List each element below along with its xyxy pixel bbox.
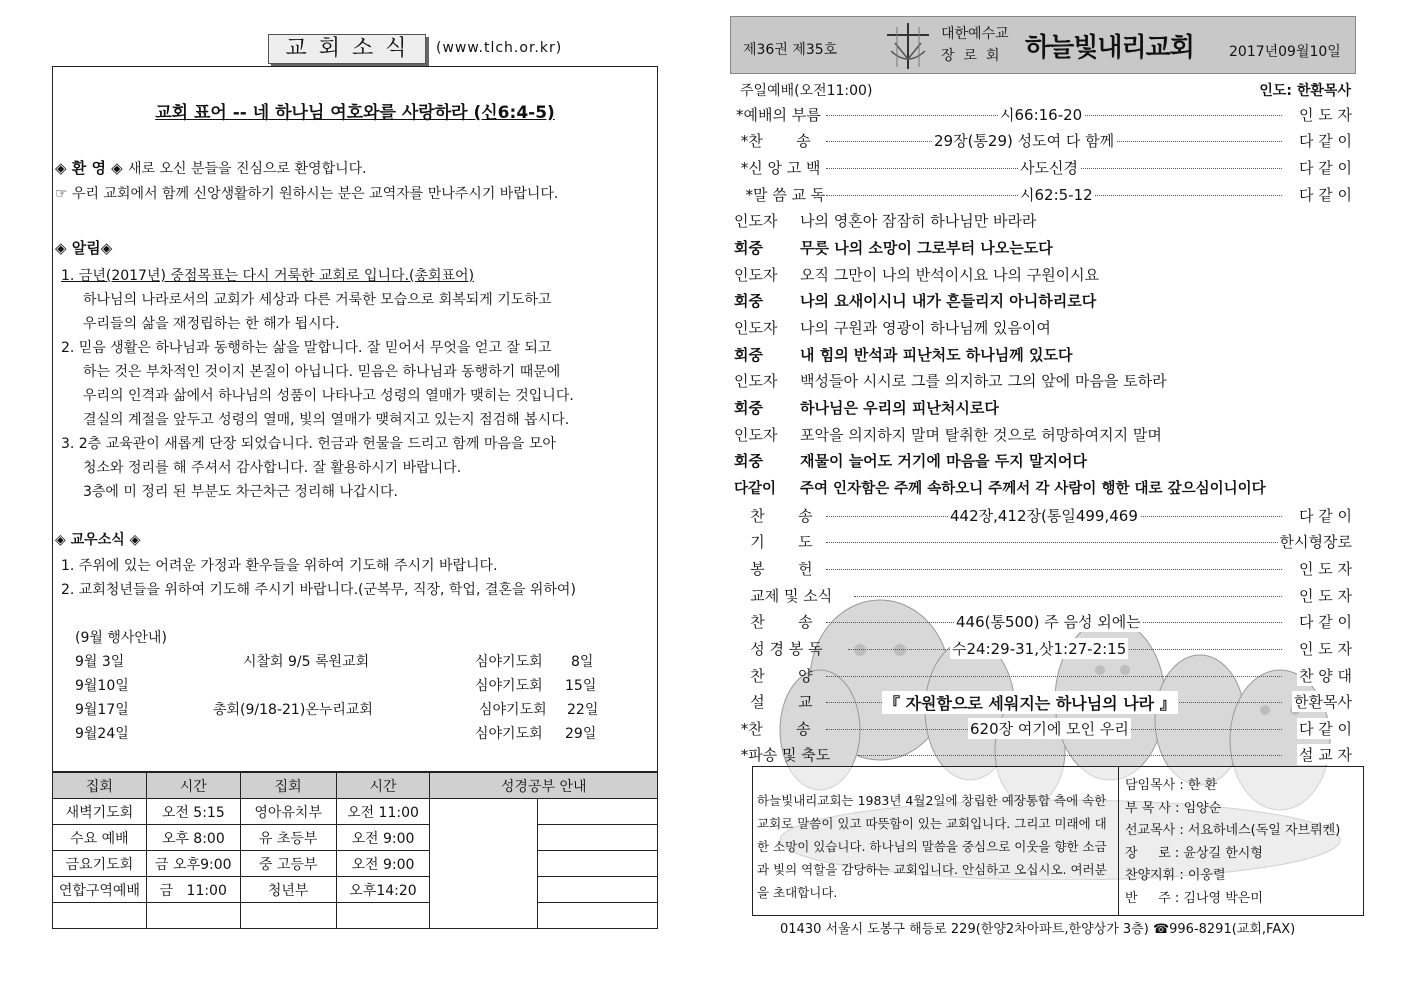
column-header: 시간 [146,773,240,799]
responsive-speaker: 인도자 [734,372,778,390]
denomination-line1: 대한예수교 [941,26,1009,42]
worship-order-row [736,556,1352,580]
order-who: 인 도 자 [1298,640,1352,658]
notice-line: 청소와 정리를 해 주셔서 감사합니다. 잘 활용하시기 바랍니다. [83,460,462,476]
event-prayer: 심야기도회 [479,702,547,718]
responsive-text: 나의 요새이시니 내가 흔들리지 아니하리로다 [800,292,1097,310]
column-header: 집회 [53,773,147,799]
order-content: 수24:29-31,삿1:27-2:15 [952,640,1127,658]
event-prayer: 심야기도회 [475,678,543,694]
order-content: 620장 여기에 모인 우리 [970,720,1129,738]
order-who: 찬 양 대 [1298,667,1352,685]
bible-study-cell [538,903,658,929]
responsive-line [734,317,1051,338]
welcome-text: 새로 오신 분들을 진심으로 환영합니다. [127,161,367,177]
event-prayer: 심야기도회 [475,726,543,742]
event-day: 29일 [565,726,597,742]
worship-order-row [736,716,1352,740]
responsive-speaker: 회중 [734,399,763,417]
notice-line: 하나님의 나라로서의 교회가 세상과 다른 거룩한 모습으로 회복되게 기도하고 [83,292,552,308]
notice-line: 2. 믿음 생활은 하나님과 동행하는 삶을 말합니다. 잘 믿어서 무엇을 얻고 잘 되고 [61,340,552,356]
table-cell: 청년부 [240,877,336,903]
column-header: 집회 [240,773,336,799]
responsive-speaker: 인도자 [734,426,778,444]
leader-dots [826,676,1282,677]
table-header-row [53,773,658,799]
order-who: 인 도 자 [1298,560,1352,578]
notice-line: 1. 금년(2017년) 중점목표는 다시 거룩한 교회로 입니다.(총회표어) [61,268,475,284]
responsive-line [734,397,999,418]
order-who: 설 교 자 [1298,746,1352,764]
staff-line: 장 로 : 윤상길 한시형 [1125,845,1263,861]
events-heading: (9월 행사안내) [75,630,167,646]
order-content: 사도신경 [1020,159,1078,177]
responsive-text: 나의 구원과 영광이 하나님께 있음이여 [800,319,1051,337]
order-label: 찬 송 [736,613,813,631]
order-content: 시62:5-12 [1020,186,1093,204]
event-prayer: 심야기도회 [475,654,543,670]
order-content: 446(통500) 주 음성 외에는 [956,613,1141,631]
leader-dots [854,596,1282,597]
responsive-speaker: 인도자 [734,212,778,230]
bulletin-header [730,16,1356,74]
responsive-text: 내 힘의 반석과 피난처도 하나님께 있도다 [800,346,1073,364]
event-day: 8일 [571,654,594,670]
order-who: 다 같 이 [1298,613,1352,631]
order-label: *찬 송 [736,720,811,738]
table-cell: 연합구역예배 [53,877,147,903]
table-cell: 새벽기도회 [53,799,147,825]
table-row [53,877,658,903]
responsive-speaker: 회중 [734,292,763,310]
leader-dots [826,542,1282,543]
worship-order-row [736,102,1352,126]
order-who: 다 같 이 [1298,132,1352,150]
notice-line: 우리의 인격과 삶에서 하나님의 성품이 나타나고 성령의 열매가 맺히는 것입니다. [83,388,574,404]
table-cell: 수요 예배 [53,825,147,851]
notice-line: 결실의 계절을 앞두고 성령의 열매, 빛의 열매가 맺혀지고 있는지 점검해 봅시다. [83,412,570,428]
order-who: 인 도 자 [1298,106,1352,124]
table-cell: 오전 11:00 [336,799,430,825]
staff-line: 선교목사 : 서요하네스(독일 자브뤼켄) [1125,823,1341,838]
staff-line: 찬양지휘 : 이웅렬 [1125,868,1226,883]
order-label: *파송 및 축도 [736,746,831,764]
responsive-text: 포악을 의지하지 말며 탈취한 것으로 허망하여지지 말며 [800,426,1162,444]
responsive-speaker: 다같이 [734,481,777,497]
church-address: 01430 서울시 도봉구 해등로 229(한양2차아파트,한양상가 3층) ☎996-8291(교회,FAX) [780,922,1296,937]
order-who: 인 도 자 [1298,587,1352,605]
cross-logo-icon [883,21,933,71]
order-label: *말 씀 교 독 [736,186,826,204]
volume-number: 제36권 제35호 [743,42,838,58]
responsive-speaker: 인도자 [734,319,778,337]
order-label: 성 경 봉 독 [736,640,823,658]
table-row [53,851,658,877]
denomination-line2: 장로회 [941,48,1009,64]
responsive-line [734,424,1162,445]
page-title: 교회소식 [268,34,426,64]
responsive-line [734,477,1266,498]
notice-line: 하는 것은 부차적인 것이지 본질이 아닙니다. 믿음은 하나님과 동행하기 때문에 [83,364,561,380]
order-label: 봉 헌 [736,560,813,578]
responsive-text: 무릇 나의 소망이 그로부터 나오는도다 [800,239,1053,257]
responsive-text: 재물이 늘어도 거기에 마음을 두지 말지어다 [800,452,1087,470]
worship-title: 주일예배(오전11:00) [740,83,873,99]
order-content: 442장,412장(통일499,469 [950,507,1138,525]
member-line: 2. 교회청년들을 위하여 기도해 주시기 바랍니다.(군복무, 직장, 학업, 결혼을 위하여) [61,582,576,598]
responsive-text: 주여 인자함은 주께 속하오니 주께서 각 사람이 행한 대로 갚으심이니이다 [800,481,1266,497]
responsive-line [734,237,1053,258]
order-who: 다 같 이 [1298,507,1352,525]
staff-line: 담임목사 : 한 환 [1125,778,1218,793]
worship-order-row [736,503,1352,527]
order-label: 기 도 [736,533,813,551]
order-who: 다 같 이 [1298,159,1352,177]
member-line: 1. 주위에 있는 어려운 가정과 환우들을 위하여 기도해 주시기 바랍니다. [61,558,498,574]
bible-study-cell [538,851,658,877]
worship-order-row [736,742,1352,766]
responsive-speaker: 인도자 [734,266,778,284]
order-label: 찬 송 [736,507,813,525]
staff-line: 부 목 사 : 임양순 [1125,800,1222,816]
bible-study-cell [538,877,658,903]
table-cell: 영아유치부 [240,799,336,825]
table-row [53,825,658,851]
table-cell: 금 오후9:00 [146,851,240,877]
church-info-box [752,766,1364,916]
responsive-line [734,290,1096,311]
order-who: 다 같 이 [1298,720,1352,738]
table-cell [336,903,430,929]
order-label: *예배의 부름 [736,106,821,124]
worship-order-row [736,609,1352,633]
table-cell: 오전 9:00 [336,825,430,851]
church-name: 하늘빛내리교회 [1025,33,1194,63]
responsive-text: 하나님은 우리의 피난처시로다 [800,399,999,417]
order-label: 교제 및 소식 [736,587,833,605]
bible-study-cell [538,799,658,825]
staff-list [1125,775,1340,910]
responsive-line [734,264,1099,285]
info-divider [1118,767,1119,915]
leader-dots [826,569,1282,570]
worship-order-row [736,636,1352,660]
bulletin-date: 2017년09월10일 [1229,44,1341,60]
order-label: 설 교 [736,693,813,711]
worship-order-row [736,128,1352,152]
bible-study-cell [430,799,538,929]
table-cell: 오전 9:00 [336,851,430,877]
sermon-title: 『 자원함으로 세워지는 하나님의 나라 』 [882,691,1178,714]
welcome-heading: ◈ 환 영 ◈ 새로 오신 분들을 진심으로 환영합니다. [55,159,367,177]
responsive-text: 오직 그만이 나의 반석이시요 나의 구원이시요 [800,266,1100,284]
table-row [53,799,658,825]
responsive-line [734,344,1072,365]
responsive-line [734,210,1036,231]
table-row [53,903,658,929]
table-cell [53,903,147,929]
responsive-line [734,370,1167,391]
responsive-speaker: 회중 [734,239,763,257]
table-cell: 오전 5:15 [146,799,240,825]
leader-dots [858,755,1282,756]
responsive-speaker: 회중 [734,346,763,364]
event-date: 9월 3일 [75,654,125,670]
worship-leader: 인도: 한환목사 [1259,83,1351,99]
table-cell [240,903,336,929]
table-cell [146,903,240,929]
event-name: 총회(9/18-21)온누리교회 [213,702,373,718]
responsive-line [734,450,1087,471]
church-introduction: 하늘빛내리교회는 1983년 4월2일에 창립한 예장통합 측에 속한 교회로 말씀이 있고 따뜻함이 있는 교회입니다. 그리고 미래에 대한 소망이 있습니다. 하나님의 말씀을 중심으로 이웃을 향한 소금과 빛의 역할을 감당하는 교회입니다. 안심하고 오십시오. 여러분을 초대합니다. [757,793,1107,900]
responsive-text: 나의 영혼아 잠잠히 하나님만 바라라 [800,212,1037,230]
website-url[interactable]: (www.tlch.or.kr) [436,40,563,56]
table-cell: 금요기도회 [53,851,147,877]
event-date: 9월10일 [75,678,129,694]
church-news-box [52,66,658,772]
column-header: 성경공부 안내 [430,773,658,799]
notice-line: 3층에 미 정리 된 부분도 차근차근 정리해 나갑시다. [83,484,398,500]
event-name: 시찰회 9/5 록원교회 [243,654,370,670]
bible-study-cell [538,825,658,851]
worship-order-row [736,583,1352,607]
church-motto: 교회 표어 -- 네 하나님 여호와를 사랑하라 (신6:4-5) [155,103,555,123]
event-day: 15일 [565,678,597,694]
worship-order-row [736,689,1352,713]
notice-line: 3. 2층 교육관이 새롭게 단장 되었습니다. 헌금과 헌물을 드리고 함께 마음을 모아 [61,436,556,452]
event-date: 9월24일 [75,726,129,742]
table-cell: 중 고등부 [240,851,336,877]
order-label: *찬 송 [736,132,811,150]
order-label: 찬 양 [736,667,813,685]
table-cell: 유 초등부 [240,825,336,851]
responsive-text: 백성들아 시시로 그를 의지하고 그의 앞에 마음을 토하라 [800,372,1167,390]
staff-line: 반 주 : 김나영 박은미 [1125,890,1263,906]
meeting-schedule-table [52,772,658,929]
order-content: 29장(통29) 성도여 다 함께 [934,132,1115,150]
column-header: 시간 [336,773,430,799]
order-who: 다 같 이 [1298,186,1352,204]
table-cell: 오후 8:00 [146,825,240,851]
welcome-note: ☞ 우리 교회에서 함께 신앙생활하기 원하시는 분은 교역자를 만나주시기 바랍니다. [55,186,559,202]
order-content: 시66:16-20 [1000,106,1083,124]
notices-heading: ◈ 알림◈ [55,239,113,257]
responsive-speaker: 회중 [734,452,763,470]
order-label: *신 앙 고 백 [736,159,821,177]
notice-line: 우리들의 삶을 재정립하는 한 해가 됩시다. [83,316,340,332]
worship-order-row [736,663,1352,687]
worship-order-row [736,182,1352,206]
worship-order-row [736,529,1352,553]
table-cell: 금 11:00 [146,877,240,903]
worship-order-row [736,155,1352,179]
order-who: 한시형장로 [1279,533,1352,551]
event-date: 9월17일 [75,702,129,718]
table-cell: 오후14:20 [336,877,430,903]
members-heading: ◈ 교우소식 ◈ [55,532,141,548]
event-day: 22일 [567,702,599,718]
order-who: 한환목사 [1294,693,1352,711]
